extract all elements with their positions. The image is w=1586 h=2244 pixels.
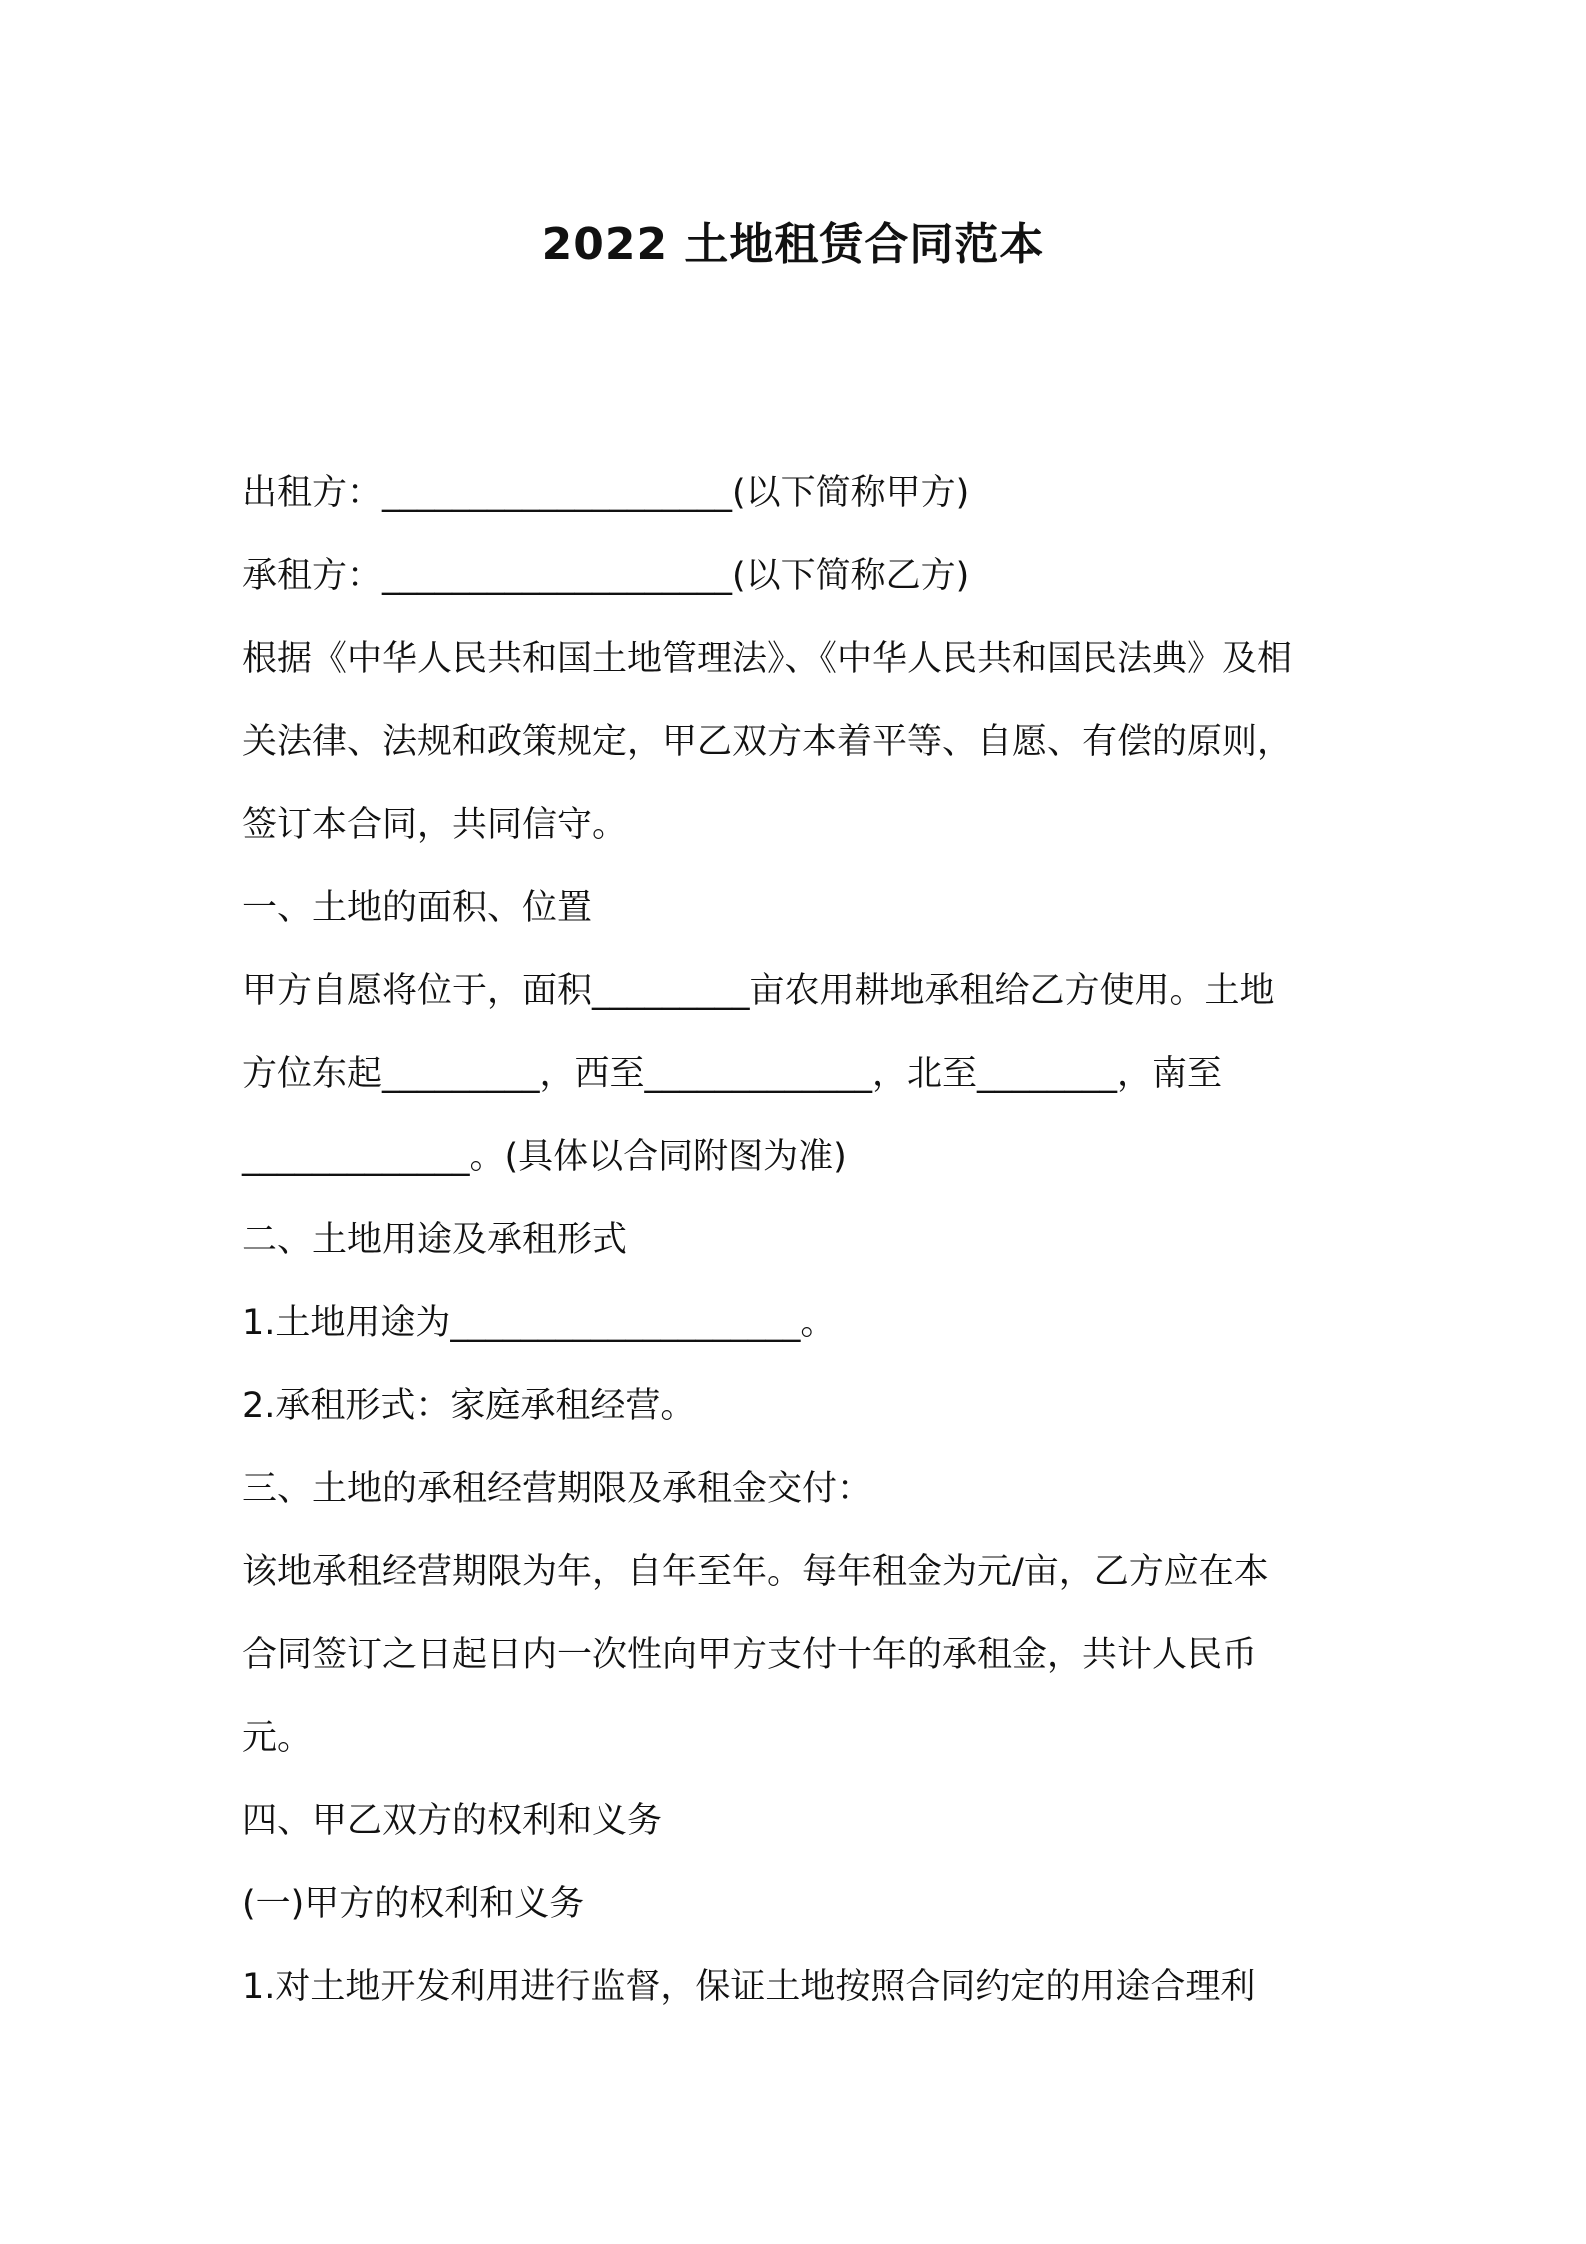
section-2-heading: 二、土地用途及承租形式 (242, 1220, 628, 1260)
section-3-heading: 三、土地的承租经营期限及承租金交付： (242, 1469, 873, 1509)
section-1-line-1: 甲方自愿将位于，面积_________亩农用耕地承租给乙方使用。土地 (242, 971, 1275, 1011)
section-4-item-1: 1.对土地开发利用进行监督，保证土地按照合同约定的用途合理利 (242, 1967, 1256, 2007)
document-body (242, 452, 1352, 2029)
preamble-line-1: 根据《中华人民共和国土地管理法》、《中华人民共和国民法典》及相 (242, 639, 1293, 679)
section-1-line-3: _____________。(具体以合同附图为准) (242, 1137, 847, 1177)
section-1-line-2: 方位东起_________，西至_____________，北至________，南至 (242, 1054, 1223, 1094)
section-3-line-3: 元。 (242, 1718, 313, 1758)
section-2-item-2: 2.承租形式：家庭承租经营。 (242, 1386, 696, 1426)
lessor-line: 出租方：____________________(以下简称甲方) (242, 473, 970, 513)
preamble-line-2: 关法律、法规和政策规定，甲乙双方本着平等、自愿、有偿的原则， (242, 722, 1293, 762)
preamble-line-3: 签订本合同，共同信守。 (242, 805, 628, 845)
section-1-heading: 一、土地的面积、位置 (242, 888, 593, 928)
document-title: 2022 土地租赁合同范本 (541, 219, 1045, 270)
lessee-line: 承租方：____________________(以下简称乙方) (242, 556, 970, 596)
section-4-subheading-1: (一)甲方的权利和义务 (242, 1884, 585, 1924)
section-3-line-1: 该地承租经营期限为年，自年至年。每年租金为元/亩，乙方应在本 (242, 1552, 1269, 1592)
section-3-line-2: 合同签订之日起日内一次性向甲方支付十年的承租金，共计人民币 (242, 1635, 1258, 1675)
section-2-item-1: 1.土地用途为____________________。 (242, 1303, 836, 1343)
section-4-heading: 四、甲乙双方的权利和义务 (242, 1801, 663, 1841)
